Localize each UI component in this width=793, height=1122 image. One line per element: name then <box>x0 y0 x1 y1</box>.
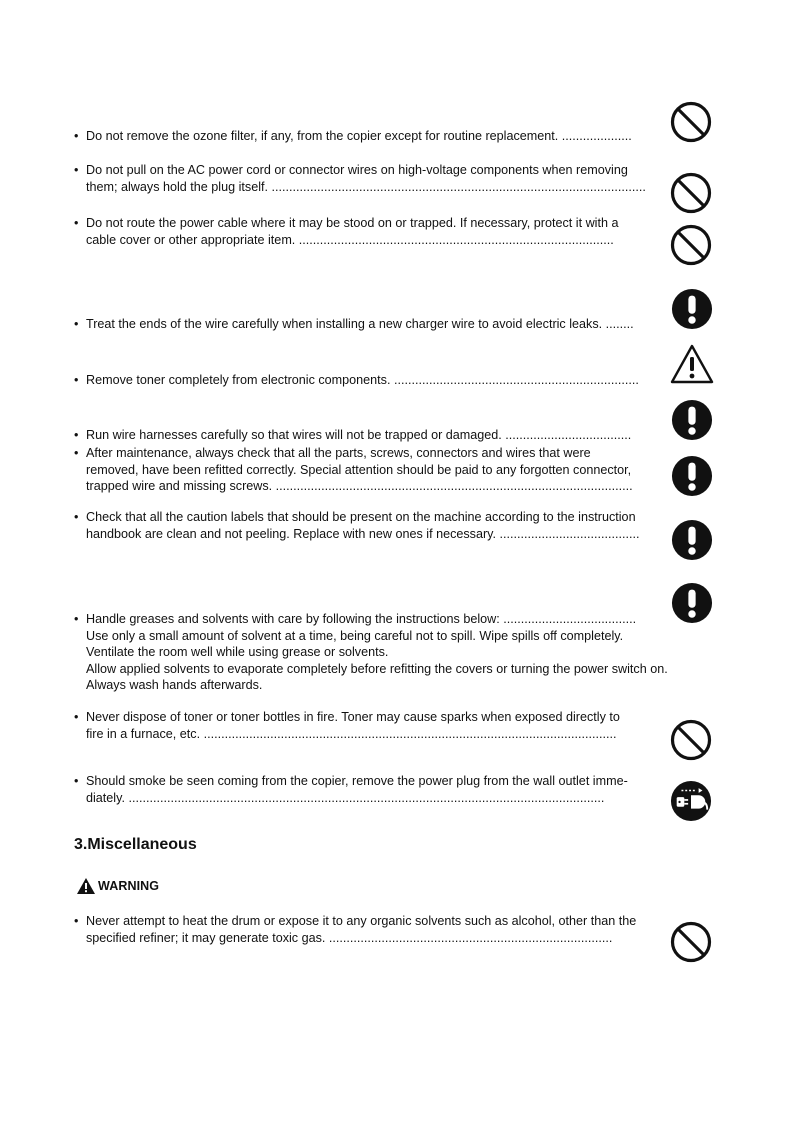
item-text: Do not route the power cable where it may be stood on or trapped. If necessary, protect it with a cable cover or other appropriate item. .......................................................................................... <box>86 216 619 247</box>
item-text: Do not remove the ozone filter, if any, from the copier except for routine replacement. .................... <box>86 129 632 143</box>
bullet: • <box>74 510 79 524</box>
prohibition-icon <box>669 718 713 762</box>
prohibition-icon <box>669 100 713 144</box>
item-text: Should smoke be seen coming from the copier, remove the power plug from the wall outlet imme- diately. ........................................................................................................................................ <box>86 774 628 805</box>
warning-label-row <box>76 877 159 895</box>
item-text: Treat the ends of the wire carefully when installing a new charger wire to avoid electric leaks. ........ <box>86 317 634 331</box>
bullet: • <box>74 163 79 177</box>
item-text: Do not pull on the AC power cord or connector wires on high-voltage components when removing them; always hold the plug itself. ........................................................................................................... <box>86 163 646 194</box>
warning-label: WARNING <box>98 879 160 893</box>
bullet: • <box>74 612 79 626</box>
prohibition-icon <box>669 920 713 964</box>
prohibition-icon <box>669 171 713 215</box>
bullet: • <box>74 914 79 928</box>
bullet: • <box>74 774 79 788</box>
prohibition-icon <box>669 223 713 267</box>
item-text: Run wire harnesses carefully so that wires will not be trapped or damaged. .................................... <box>86 428 632 442</box>
bullet: • <box>74 428 79 442</box>
bullet: • <box>74 129 79 143</box>
unplug-icon <box>670 780 712 822</box>
item-text: Never dispose of toner or toner bottles in fire. Toner may cause sparks when exposed directly to fire in a furnace, etc. ...................................................................................................................... <box>86 710 620 741</box>
bullet: • <box>74 710 79 724</box>
item-text: Never attempt to heat the drum or expose it to any organic solvents such as alcohol, other than the specified refiner; it may generate toxic gas. ................................................................................. <box>86 914 637 945</box>
bullet: • <box>74 373 79 387</box>
mandatory-action-icon <box>671 399 713 441</box>
mandatory-action-icon <box>671 519 713 561</box>
section-heading: 3.Miscellaneous <box>74 836 197 853</box>
item-text: Handle greases and solvents with care by following the instructions below: ...................................... Use only a small amount of solvent at a time, being careful not to spill. Wipe spills off completely. Ventilate the room well while using grease or solvents. Allow applied solvents to evaporate completely before refitting the covers or turning the power switch on. Always wash hands afterwards. <box>86 612 668 692</box>
caution-triangle-icon <box>669 343 715 385</box>
mandatory-action-icon <box>671 455 713 497</box>
bullet: • <box>74 317 79 331</box>
mandatory-action-icon <box>671 288 713 330</box>
bullet: • <box>74 216 79 230</box>
item-text: After maintenance, always check that all the parts, screws, connectors and wires that were removed, have been refitted correctly. Special attention should be paid to any forgotten connector, trapped wire and missing screws. ...................................................................................................... <box>86 446 633 493</box>
bullet: • <box>74 446 79 460</box>
item-text: Remove toner completely from electronic components. ...................................................................... <box>86 373 639 387</box>
mandatory-action-icon <box>671 582 713 624</box>
item-text: Check that all the caution labels that should be present on the machine according to the instruction handbook are clean and not peeling. Replace with new ones if necessary. ........................................ <box>86 510 640 541</box>
warning-triangle-icon <box>76 877 96 895</box>
